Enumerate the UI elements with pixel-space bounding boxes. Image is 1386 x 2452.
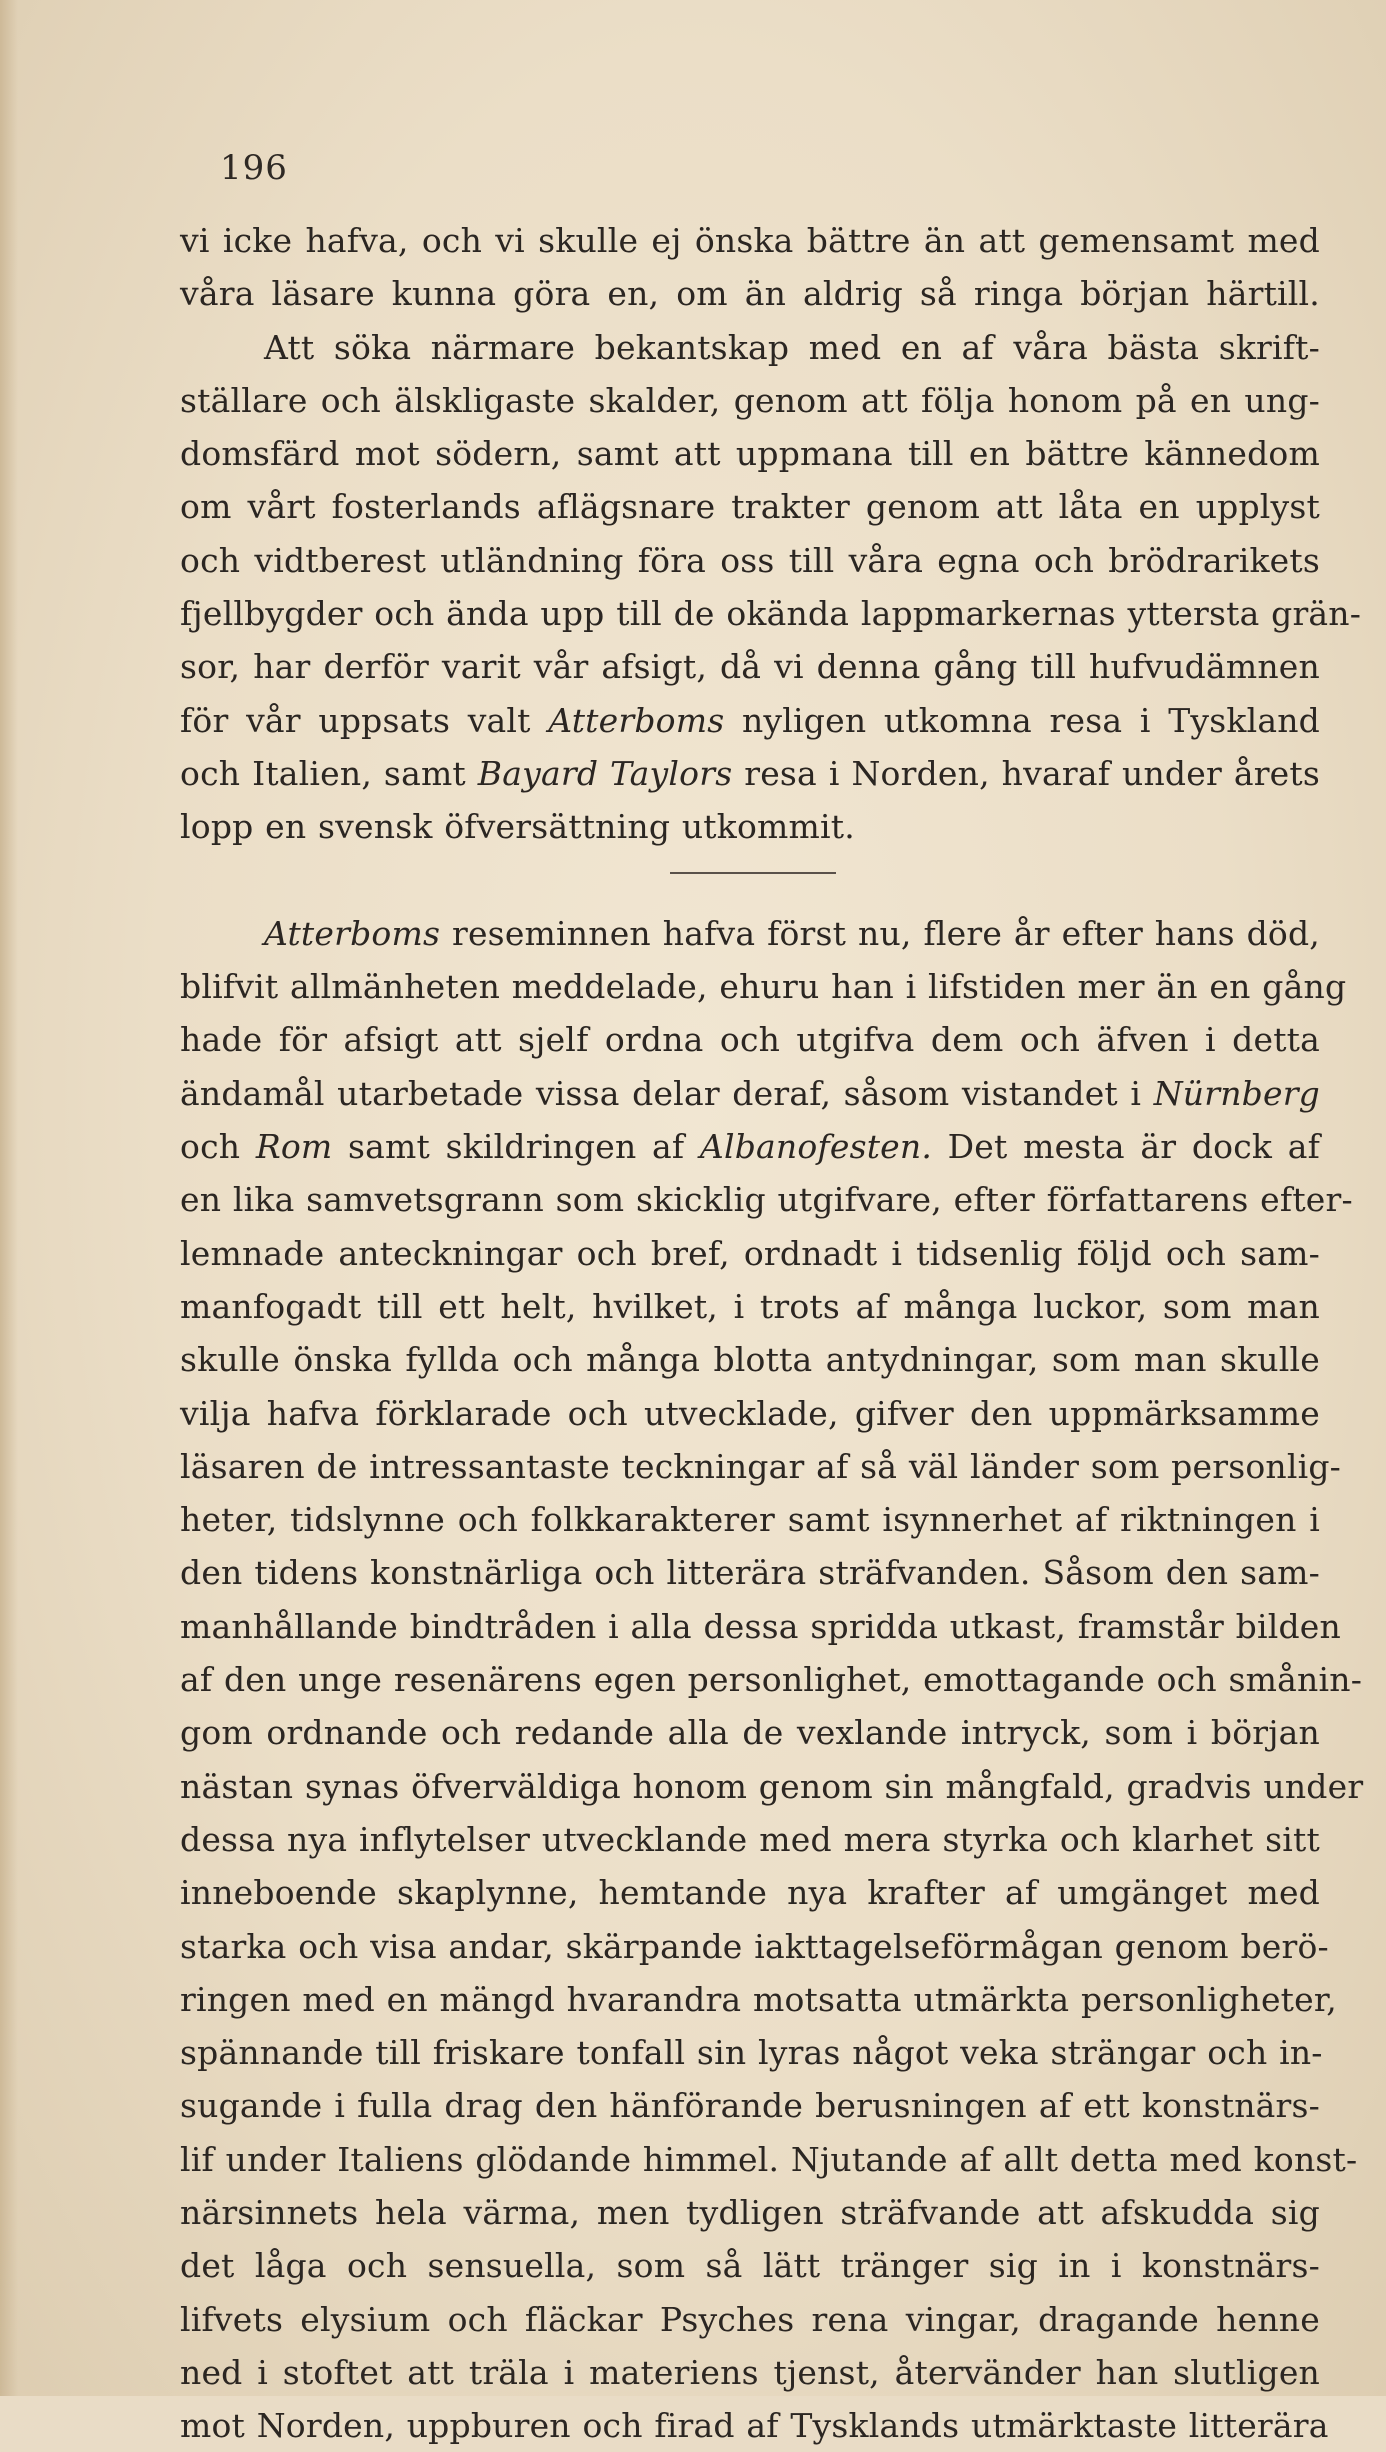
text-line: heter, tidslynne och folkkarakterer samt isynnerhet af riktningen i [180, 1500, 1320, 1540]
text-line: den tidens konstnärliga och litterära sträfvanden. Såsom den sam- [180, 1553, 1320, 1593]
text-line: starka och visa andar, skärpande iakttagelseförmågan genom berö- [180, 1926, 1329, 1966]
text-line: om vårt fosterlands aflägsnare trakter genom att låta en upplyst [180, 487, 1320, 527]
text-line: och Italien, samt Bayard Taylors resa i Norden, hvaraf under årets [180, 753, 1320, 793]
text-line: och vidtberest utländning föra oss till våra egna och brödrarikets [180, 540, 1320, 580]
title-albanofesten: Albanofesten. [699, 1127, 933, 1167]
page-number: 196 [220, 148, 288, 188]
text-line: manhållande bindtråden i alla dessa spridda utkast, framstår bilden [180, 1606, 1341, 1646]
text-line: lemnade anteckningar och bref, ordnadt i tidsenlig följd och sam- [180, 1233, 1320, 1273]
text-line: mot Norden, uppburen och firad af Tysklands utmärktaste litterära [180, 2406, 1329, 2446]
text-line: för vår uppsats valt Atterboms nyligen utkomna resa i Tyskland [180, 700, 1320, 740]
text-line: sor, har derför varit vår afsigt, då vi denna gång till hufvudämnen [180, 647, 1320, 687]
text-line: ned i stoftet att träla i materiens tjenst, återvänder han slutligen [180, 2352, 1320, 2392]
text-line: ändamål utarbetade vissa delar deraf, såsom vistandet i Nürnberg [180, 1073, 1320, 1113]
text-line: manfogadt till ett helt, hvilket, i trots af många luckor, som man [180, 1286, 1320, 1326]
text-line: sugande i fulla drag den hänförande berusningen af ett konstnärs- [180, 2086, 1320, 2126]
text-line: skulle önska fyllda och många blotta antydningar, som man skulle [180, 1340, 1320, 1380]
author-name-taylor: Bayard Taylors [477, 753, 733, 793]
text-line: våra läsare kunna göra en, om än aldrig så ringa början härtill. [180, 274, 1320, 314]
text-line: vi icke hafva, och vi skulle ej önska bättre än att gemensamt med [180, 221, 1320, 260]
text-line: af den unge resenärens egen personlighet, emottagande och smånin- [180, 1660, 1363, 1700]
text-line: inneboende skaplynne, hemtande nya krafter af umgänget med [180, 1873, 1320, 1913]
text-line: spännande till friskare tonfall sin lyras något veka strängar och in- [180, 2033, 1323, 2073]
text-line: läsaren de intressantaste teckningar af så väl länder som personlig- [180, 1446, 1342, 1486]
text-line: och Rom samt skildringen af Albanofesten. Det mesta är dock af [180, 1127, 1320, 1167]
text-line: lif under Italiens glödande himmel. Njutande af allt detta med konst- [180, 2139, 1358, 2179]
text-line: Atterboms reseminnen hafva först nu, flere år efter hans död, [264, 913, 1320, 953]
text-line: fjellbygder och ända upp till de okända lappmarkernas yttersta grän- [180, 594, 1362, 634]
section-divider [180, 854, 1320, 907]
place-name-nurnberg: Nürnberg [1153, 1073, 1320, 1113]
text-line: det låga och sensuella, som så lätt tränger sig in i konstnärs- [180, 2246, 1320, 2286]
text-line: dessa nya inflytelser utvecklande med mera styrka och klarhet sitt [180, 1819, 1320, 1859]
text-line: närsinnets hela värma, men tydligen sträfvande att afskudda sig [180, 2192, 1320, 2232]
text-line: lopp en svensk öfversättning utkommit. [180, 807, 855, 847]
text-line: vilja hafva förklarade och utvecklade, gifver den uppmärksamme [180, 1393, 1320, 1433]
place-name-rom: Rom [255, 1127, 333, 1167]
author-name-atterbom: Atterboms [264, 913, 441, 953]
text-line: lifvets elysium och fläckar Psyches rena vingar, dragande henne [180, 2299, 1320, 2339]
text-line: nästan synas öfverväldiga honom genom sin mångfald, gradvis under [180, 1766, 1364, 1806]
body-text [180, 214, 1364, 2452]
text-line: gom ordnande och redande alla de vexlande intryck, som i början [180, 1713, 1320, 1753]
text-line: hade för afsigt att sjelf ordna och utgifva dem och äfven i detta [180, 1020, 1320, 1060]
author-name-atterbom: Atterboms [548, 700, 725, 740]
text-line: domsfärd mot södern, samt att uppmana till en bättre kännedom [180, 434, 1320, 474]
divider-rule [670, 872, 836, 874]
text-line: blifvit allmänheten meddelade, ehuru han i lifstiden mer än en gång [180, 967, 1347, 1007]
text-line: en lika samvetsgrann som skicklig utgifvare, efter författarens efter- [180, 1180, 1353, 1220]
text-line: ringen med en mängd hvarandra motsatta utmärkta personligheter, [180, 1979, 1337, 2019]
text-line: Att söka närmare bekantskap med en af våra bästa skrift- [264, 327, 1320, 367]
text-line: ställare och älskligaste skalder, genom att följa honom på en ung- [180, 380, 1320, 420]
